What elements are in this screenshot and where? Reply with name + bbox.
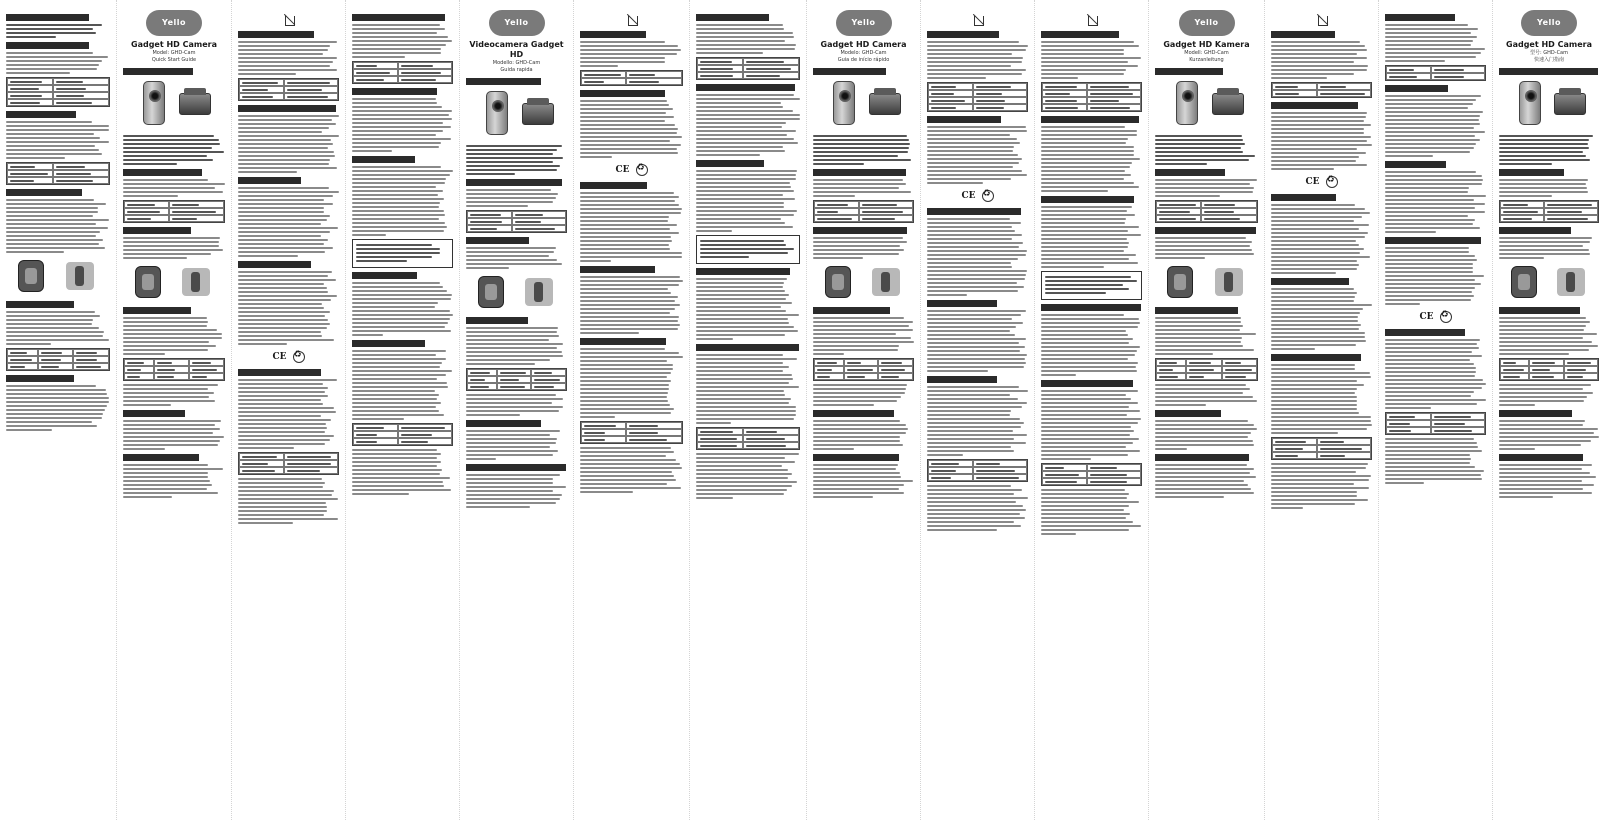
cover-title: Gadget HD Camera	[1506, 40, 1592, 49]
spec-table	[696, 427, 800, 450]
text-block	[580, 447, 683, 493]
section-heading-bar	[352, 340, 425, 347]
section-heading-bar	[352, 88, 437, 95]
text-block	[466, 247, 567, 269]
text-block	[6, 385, 110, 431]
section-heading-bar	[813, 307, 890, 314]
mount-illustration	[1499, 263, 1599, 303]
camera-illustration	[1155, 79, 1258, 131]
text-block	[1271, 288, 1372, 350]
cover-line1: Modello: GHD-Cam	[492, 60, 541, 66]
section-heading-bar	[1499, 307, 1580, 314]
text-block	[1271, 112, 1372, 170]
text-block	[123, 464, 225, 498]
text-block	[1155, 464, 1258, 498]
section-heading-bar	[1499, 227, 1571, 234]
section-heading-bar	[6, 42, 89, 49]
text-block	[580, 348, 683, 418]
section-heading-bar	[1271, 31, 1335, 38]
crossed-bin-icon	[1316, 14, 1328, 27]
crossed-bin-icon	[283, 14, 295, 27]
spec-table	[123, 358, 225, 381]
text-block	[813, 237, 914, 259]
column-14	[1493, 0, 1605, 820]
text-block	[1041, 314, 1142, 376]
mount-illustration	[466, 273, 567, 313]
section-heading-bar	[1041, 304, 1141, 311]
spec-table	[696, 57, 800, 80]
ce-mark-icon: CE	[272, 352, 287, 362]
mount-illustration	[6, 257, 110, 297]
section-heading-bar	[1385, 161, 1446, 168]
section-heading-bar	[1499, 454, 1583, 461]
section-heading-bar	[1041, 380, 1133, 387]
spec-table	[6, 77, 110, 107]
notice-box	[1041, 271, 1142, 300]
text-block	[1385, 339, 1486, 409]
text-block	[6, 199, 110, 253]
section-heading-bar	[1385, 329, 1465, 336]
crossed-bin-icon	[626, 14, 638, 27]
text-block	[1271, 463, 1372, 509]
text-block	[352, 24, 453, 58]
compliance-marks	[238, 351, 339, 363]
ce-mark-icon: CE	[961, 191, 976, 201]
camera-illustration	[813, 79, 914, 131]
text-block	[1271, 41, 1372, 79]
column-3	[232, 0, 346, 820]
section-heading-bar	[123, 307, 191, 314]
section-heading-bar	[1271, 354, 1361, 361]
section-heading-bar	[580, 338, 666, 345]
text-block	[927, 126, 1028, 184]
section-heading-bar	[6, 111, 76, 118]
text-block	[1155, 384, 1258, 406]
column-2	[117, 0, 232, 820]
spec-table	[813, 358, 914, 381]
text-block	[1155, 179, 1258, 197]
spec-table	[1385, 412, 1486, 435]
text-block	[123, 420, 225, 450]
cover-title: Videocamera Gadget HD	[469, 40, 564, 59]
section-heading-bar	[466, 420, 541, 427]
cover-line2: Kurzanleitung	[1189, 57, 1224, 63]
column-8	[807, 0, 921, 820]
text-block	[927, 485, 1028, 531]
text-block	[1499, 179, 1599, 197]
section-heading-bar	[6, 14, 89, 21]
section-heading-bar	[813, 169, 906, 176]
spec-table	[6, 348, 110, 371]
ce-mark-icon: CE	[1419, 312, 1434, 322]
text-block	[700, 240, 796, 258]
spec-table	[466, 210, 567, 233]
text-block	[352, 166, 453, 236]
compliance-marks	[1385, 311, 1486, 323]
text-block	[696, 24, 800, 54]
text-block	[466, 145, 567, 175]
ce-mark-icon: CE	[1305, 177, 1320, 187]
spec-table	[1155, 358, 1258, 381]
spec-table	[927, 459, 1028, 482]
text-block	[1385, 247, 1486, 305]
spec-table	[1499, 200, 1599, 223]
section-heading-bar	[1155, 169, 1225, 176]
text-block	[1155, 317, 1258, 355]
section-heading-bar	[813, 410, 894, 417]
brand-logo: Yello	[489, 10, 545, 36]
section-heading-bar	[696, 268, 790, 275]
text-block	[813, 317, 914, 355]
text-block	[238, 187, 339, 257]
text-block	[580, 192, 683, 262]
section-heading-bar	[1499, 68, 1598, 75]
section-heading-bar	[123, 454, 199, 461]
column-12	[1265, 0, 1379, 820]
section-heading-bar	[1271, 278, 1349, 285]
text-block	[466, 394, 567, 416]
section-heading-bar	[813, 454, 899, 461]
recycle-icon	[636, 164, 648, 176]
notice-box	[696, 235, 800, 264]
text-block	[123, 384, 225, 406]
section-heading-bar	[1499, 169, 1564, 176]
spec-table	[927, 82, 1028, 112]
section-heading-bar	[466, 78, 541, 85]
section-heading-bar	[927, 116, 1001, 123]
section-heading-bar	[580, 31, 646, 38]
text-block	[927, 386, 1028, 456]
spec-table	[6, 162, 110, 185]
text-block	[352, 282, 453, 336]
compliance-marks	[580, 164, 683, 176]
text-block	[466, 189, 567, 207]
text-block	[356, 244, 449, 262]
text-block	[580, 276, 683, 334]
section-heading-bar	[1155, 227, 1256, 234]
text-block	[1041, 489, 1142, 535]
text-block	[352, 98, 453, 152]
section-heading-bar	[123, 169, 202, 176]
column-4	[346, 0, 460, 820]
text-block	[696, 94, 800, 156]
section-heading-bar	[238, 177, 301, 184]
section-heading-bar	[1385, 85, 1448, 92]
section-heading-bar	[696, 160, 764, 167]
compliance-marks	[1271, 176, 1372, 188]
text-block	[6, 311, 110, 345]
recycle-icon	[293, 351, 305, 363]
cover-title: Gadget HD Camera	[131, 40, 217, 49]
spec-table	[123, 200, 225, 223]
text-block	[580, 41, 683, 67]
spec-table	[238, 78, 339, 101]
cover-title: Gadget HD Kamera	[1163, 40, 1250, 49]
section-heading-bar	[1385, 237, 1481, 244]
spec-table	[352, 423, 453, 446]
section-heading-bar	[927, 208, 1021, 215]
text-block	[1499, 420, 1599, 450]
section-heading-bar	[352, 14, 445, 21]
section-heading-bar	[1155, 307, 1238, 314]
section-heading-bar	[1155, 410, 1221, 417]
section-heading-bar	[123, 68, 193, 75]
text-block	[813, 179, 914, 197]
cover-line2: Guia de início rápido	[837, 57, 890, 63]
text-block	[927, 310, 1028, 372]
section-heading-bar	[238, 31, 314, 38]
text-block	[1041, 126, 1142, 192]
section-heading-bar	[1041, 196, 1134, 203]
section-heading-bar	[813, 227, 907, 234]
mount-illustration	[813, 263, 914, 303]
text-block	[352, 449, 453, 495]
text-block	[1385, 438, 1486, 484]
cover-line2: Quick Start Guide	[151, 57, 197, 63]
text-block	[238, 271, 339, 345]
text-block	[1271, 204, 1372, 274]
recycle-icon	[1326, 176, 1338, 188]
text-block	[813, 464, 914, 498]
recycle-icon	[982, 190, 994, 202]
text-block	[1385, 95, 1486, 157]
text-block	[1385, 171, 1486, 233]
text-block	[6, 121, 110, 159]
cover-line1: Modelo: GHD-Cam	[840, 50, 887, 56]
column-1	[0, 0, 117, 820]
text-block	[1385, 24, 1486, 62]
brand-logo: Yello	[1521, 10, 1577, 36]
text-block	[1041, 390, 1142, 460]
text-block	[927, 41, 1028, 79]
spec-table	[238, 452, 339, 475]
spec-table	[813, 200, 914, 223]
text-block	[1499, 135, 1599, 165]
section-heading-bar	[696, 14, 769, 21]
section-heading-bar	[123, 227, 191, 234]
section-heading-bar	[927, 376, 997, 383]
text-block	[1499, 384, 1599, 406]
camera-illustration	[466, 89, 567, 141]
text-block	[1271, 364, 1372, 434]
section-heading-bar	[813, 68, 886, 75]
text-block	[1155, 135, 1258, 165]
compliance-marks	[927, 190, 1028, 202]
text-block	[238, 478, 339, 524]
section-heading-bar	[6, 375, 74, 382]
column-10	[1035, 0, 1149, 820]
text-block	[696, 354, 800, 424]
cover-line1: 型号: GHD-Cam	[1530, 50, 1568, 56]
section-heading-bar	[696, 344, 799, 351]
spec-table	[1271, 82, 1372, 98]
text-block	[238, 115, 339, 173]
section-heading-bar	[927, 300, 997, 307]
text-block	[813, 135, 914, 165]
text-block	[238, 41, 339, 75]
spec-table	[580, 421, 683, 444]
section-heading-bar	[927, 31, 999, 38]
section-heading-bar	[1271, 102, 1358, 109]
text-block	[813, 384, 914, 406]
section-heading-bar	[1155, 454, 1249, 461]
spec-table	[466, 368, 567, 391]
text-block	[466, 430, 567, 460]
text-block	[1499, 464, 1599, 498]
text-block	[123, 179, 225, 197]
recycle-icon	[1440, 311, 1452, 323]
text-block	[466, 327, 567, 365]
spec-table	[1155, 200, 1258, 223]
mount-illustration	[1155, 263, 1258, 303]
text-block	[1499, 237, 1599, 259]
text-block	[1041, 41, 1142, 79]
cover-line1: Modell: GHD-Cam	[1184, 50, 1229, 56]
section-heading-bar	[352, 156, 415, 163]
section-heading-bar	[580, 90, 665, 97]
camera-illustration	[123, 79, 225, 131]
spec-table	[580, 70, 683, 86]
text-block	[123, 237, 225, 259]
cover-line2: Guida rapida	[500, 67, 533, 73]
text-block	[1155, 237, 1258, 259]
section-heading-bar	[1041, 116, 1139, 123]
column-6	[574, 0, 690, 820]
column-7	[690, 0, 807, 820]
text-block	[6, 24, 110, 38]
column-13	[1379, 0, 1493, 820]
crossed-bin-icon	[1086, 14, 1098, 27]
section-heading-bar	[123, 410, 185, 417]
brand-logo: Yello	[836, 10, 892, 36]
text-block	[1155, 420, 1258, 450]
section-heading-bar	[1155, 68, 1223, 75]
section-heading-bar	[1385, 14, 1455, 21]
ce-mark-icon: CE	[615, 165, 630, 175]
section-heading-bar	[580, 266, 655, 273]
section-heading-bar	[466, 464, 566, 471]
cover-line2: 快速入门指南	[1533, 57, 1564, 63]
text-block	[352, 350, 453, 420]
text-block	[238, 379, 339, 449]
section-heading-bar	[6, 301, 74, 308]
cover-title: Gadget HD Camera	[820, 40, 907, 49]
spec-table	[352, 61, 453, 84]
section-heading-bar	[696, 84, 795, 91]
text-block	[123, 317, 225, 355]
spec-table	[1499, 358, 1599, 381]
section-heading-bar	[1499, 410, 1572, 417]
text-block	[813, 420, 914, 450]
text-block	[696, 453, 800, 499]
text-block	[580, 100, 683, 158]
text-block	[1499, 317, 1599, 355]
text-block	[466, 474, 567, 508]
crossed-bin-icon	[972, 14, 984, 27]
column-5	[460, 0, 574, 820]
spec-table	[1041, 82, 1142, 112]
brand-logo: Yello	[146, 10, 202, 36]
column-11	[1149, 0, 1265, 820]
spec-table	[1041, 463, 1142, 486]
text-block	[6, 52, 110, 74]
text-block	[123, 135, 225, 165]
section-heading-bar	[238, 105, 336, 112]
camera-illustration	[1499, 79, 1599, 131]
section-heading-bar	[466, 237, 529, 244]
section-heading-bar	[6, 189, 82, 196]
section-heading-bar	[238, 261, 311, 268]
section-heading-bar	[238, 369, 321, 376]
section-heading-bar	[466, 317, 528, 324]
text-block	[1045, 276, 1138, 294]
section-heading-bar	[1041, 31, 1119, 38]
text-block	[696, 170, 800, 232]
section-heading-bar	[352, 272, 417, 279]
brand-logo: Yello	[1179, 10, 1235, 36]
spec-table	[1385, 65, 1486, 81]
section-heading-bar	[1271, 194, 1336, 201]
spec-table	[1271, 437, 1372, 460]
column-9	[921, 0, 1035, 820]
text-block	[927, 218, 1028, 296]
text-block	[696, 278, 800, 340]
section-heading-bar	[580, 182, 647, 189]
mount-illustration	[123, 263, 225, 303]
section-heading-bar	[466, 179, 562, 186]
text-block	[1041, 206, 1142, 268]
cover-line1: Model: GHD-Cam	[152, 50, 196, 56]
notice-box	[352, 239, 453, 268]
